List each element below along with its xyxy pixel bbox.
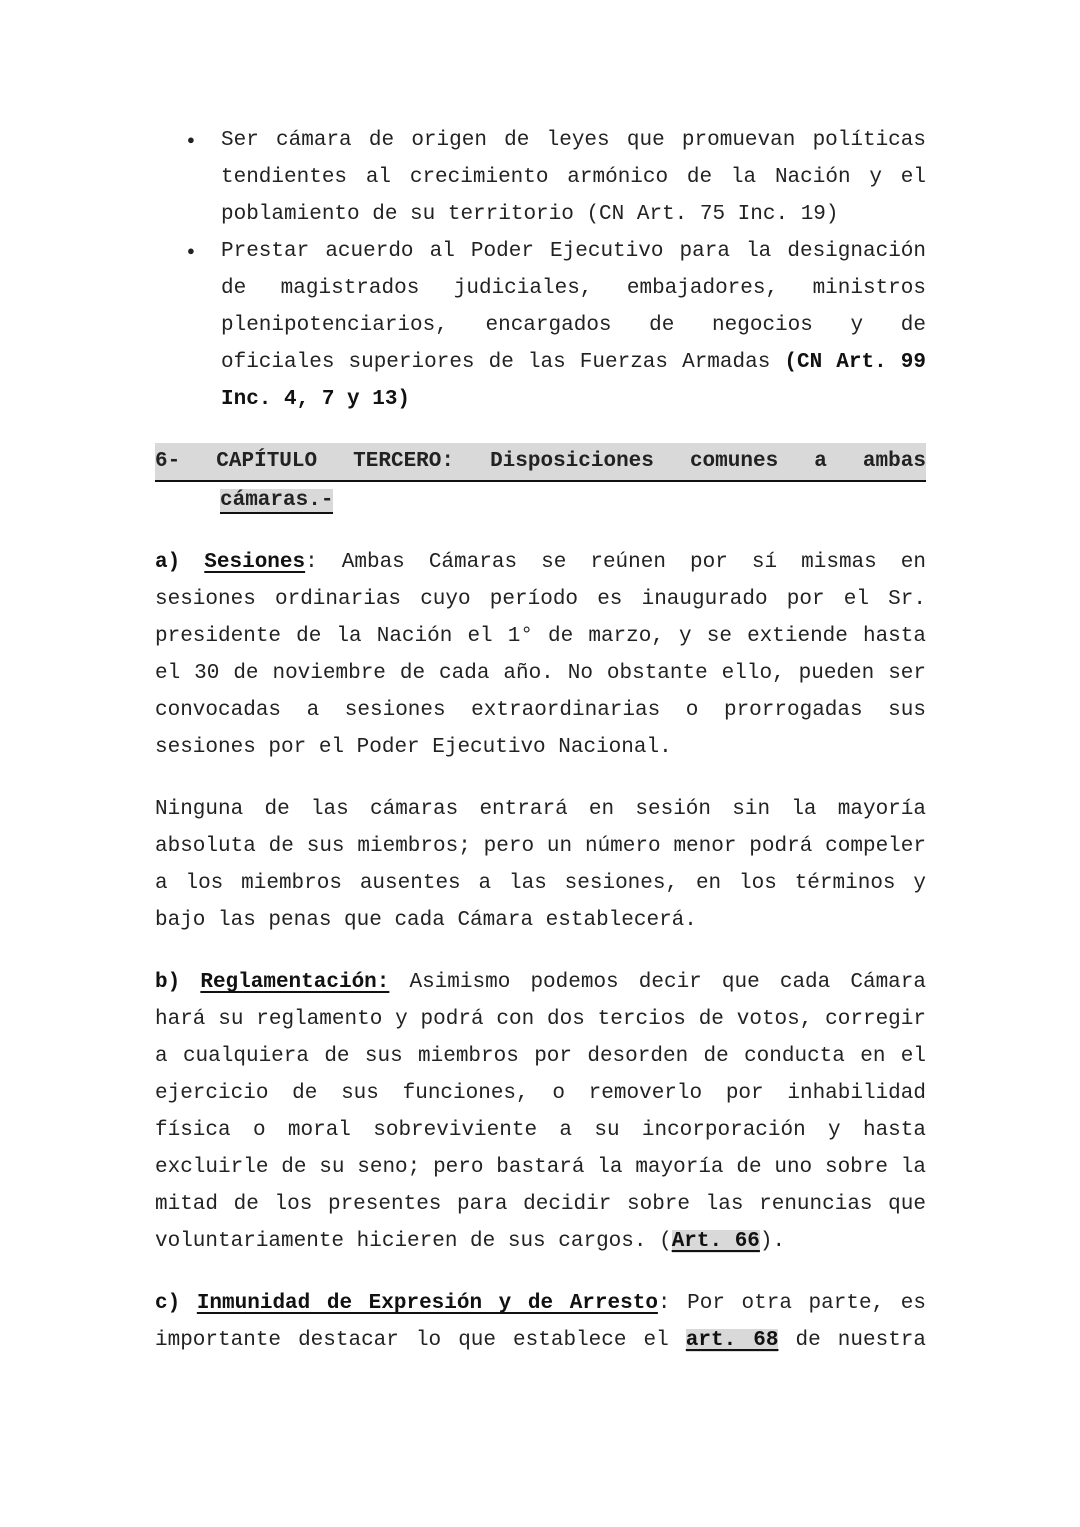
section-title: Reglamentación: xyxy=(200,971,390,994)
section-text: Asimismo podemos decir que cada Cámara hará su reglamento y podrá con dos tercios de votos, corregir a cualquiera de sus miembros por desorden de conducta en el ejercicio de sus funciones, o removerlo por inhabilidad física o moral sobreviviente a su incorporación y hasta excluirle de su seno; pero bastará la mayoría de uno sobre la mitad de los presentes para decidir sobre las renuncias que voluntariamente hicieren de sus cargos. ( xyxy=(155,971,926,1253)
heading-word: Disposiciones xyxy=(490,450,654,473)
section-text: Por otra parte, es importante destacar lo que establece el xyxy=(155,1292,926,1352)
section-title: Sesiones xyxy=(204,551,306,574)
chapter-heading xyxy=(155,443,926,519)
section-b-paragraph xyxy=(155,964,926,1260)
section-colon: : xyxy=(657,1292,671,1315)
chapter-heading-continuation xyxy=(155,482,926,519)
heading-word: cámaras.- xyxy=(220,489,334,512)
heading-word: ambas xyxy=(862,450,926,473)
chapter-heading-line xyxy=(155,443,926,482)
section-c-paragraph xyxy=(155,1285,926,1359)
section-prefix: c) xyxy=(155,1292,181,1315)
document-body xyxy=(155,122,926,1359)
section-suffix: ). xyxy=(759,1230,786,1253)
section-colon: : xyxy=(305,551,318,574)
article-reference: art. 68 xyxy=(685,1329,779,1352)
heading-word: TERCERO: xyxy=(353,450,454,473)
section-title: Inmunidad de Expresión y de Arresto xyxy=(196,1292,658,1315)
bullet-list xyxy=(155,122,926,418)
article-reference: Art. 66 xyxy=(671,1230,760,1253)
list-item xyxy=(221,122,926,233)
bullet-text: Ser cámara de origen de leyes que promuevan políticas tendientes al crecimiento armónico de la Nación y el poblamiento de su territorio (CN Art. 75 Inc. 19) xyxy=(221,129,926,226)
quorum-paragraph: Ninguna de las cámaras entrará en sesión sin la mayoría absoluta de sus miembros; pero un número menor podrá compeler a los miembros ausentes a las sesiones, en los términos y bajo las penas que cada Cámara establecerá. xyxy=(155,798,926,932)
section-suffix: de nuestra xyxy=(778,1329,926,1352)
section-prefix: b) xyxy=(155,971,181,994)
list-item xyxy=(221,233,926,418)
heading-word: 6- xyxy=(155,450,181,473)
bullet-text: Prestar acuerdo al Poder Ejecutivo para la designación de magistrados judiciales, embajadores, ministros plenipotenciarios, encargados de negocios y de oficiales superiores de las Fuerzas Armadas xyxy=(221,240,926,374)
section-a-paragraph xyxy=(155,544,926,766)
heading-word: comunes xyxy=(689,450,779,473)
section-text: Ambas Cámaras se reúnen por sí mismas en sesiones ordinarias cuyo período es inaugurado por el Sr. presidente de la Nación el 1° de marzo, y se extiende hasta el 30 de noviembre de cada año. No obstante ello, pueden ser convocadas a sesiones extraordinarias o prorrogadas sus sesiones por el Poder Ejecutivo Nacional. xyxy=(155,551,927,759)
constitution-reference: (CN Art. 99 Inc. 4, 7 y 13) xyxy=(221,351,926,411)
section-prefix: a) xyxy=(155,551,181,574)
heading-word: CAPÍTULO xyxy=(216,450,318,473)
heading-word: a xyxy=(814,450,827,473)
